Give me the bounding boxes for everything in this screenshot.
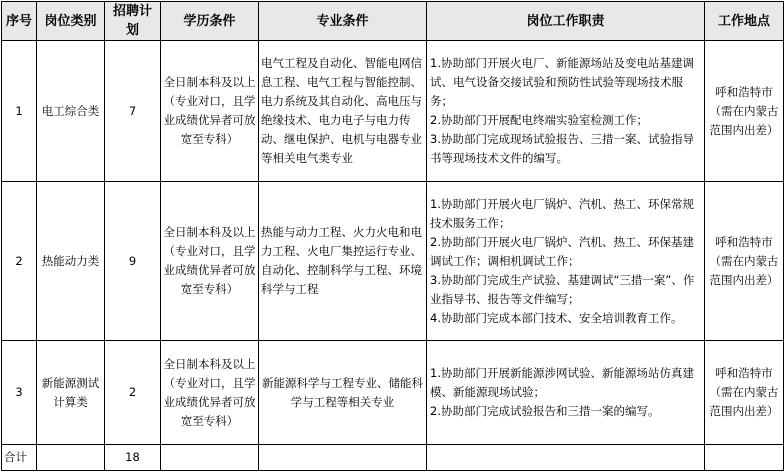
- table-row: [2, 182, 784, 341]
- duty-item: 1.协助部门开展火电厂锅炉、汽机、热工、环保常规技术服务工作；: [430, 196, 694, 230]
- header-major: 专业条件: [259, 2, 427, 41]
- total-empty: [37, 445, 105, 471]
- header-location: 工作地点: [705, 2, 784, 41]
- cell-education: 全日制本科及以上（专业对口，且学业成绩优异者可放宽至专科）: [161, 182, 259, 341]
- cell-education: 全日制本科及以上（专业对口，且学业成绩优异者可放宽至专科）: [161, 341, 259, 445]
- cell-major: 电气工程及自动化、智能电网信息工程、电气工程与智能控制、电力系统及其自动化、高电压与绝缘技术、电力电子与电力传动、继电保护、电机与电器专业等相关电气类专业: [259, 41, 427, 182]
- total-row: [2, 445, 784, 471]
- duty-item: 2.协助部门开展配电终端实验室检测工作；: [430, 113, 648, 127]
- cell-plan: 2: [105, 341, 161, 445]
- cell-plan: 9: [105, 182, 161, 341]
- recruitment-table: [1, 1, 784, 471]
- total-empty: [161, 445, 259, 471]
- cell-major: 新能源科学与工程专业、储能科学与工程等相关专业: [259, 341, 427, 445]
- header-no: 序号: [2, 2, 37, 41]
- duty-item: 3.协助部门完成现场试验报告、三措一案、试验指导书等现场技术文件的编写。: [430, 132, 694, 165]
- cell-duties: [427, 182, 705, 341]
- table-row: [2, 341, 784, 445]
- duty-item: 2.协助部门完成试验报告和三措一案的编写。: [430, 404, 660, 418]
- cell-category: 电工综合类: [37, 41, 105, 182]
- total-label: 合计: [2, 445, 37, 471]
- total-empty: [705, 445, 784, 471]
- cell-education: 全日制本科及以上（专业对口，且学业成绩优异者可放宽至专科）: [161, 41, 259, 182]
- duty-item: 1.协助部门开展新能源涉网试验、新能源场站仿真建模、新能源现场试验；: [430, 366, 694, 399]
- duty-item: 2.协助部门开展火电厂锅炉、汽机、热工、环保基建调试工作；调相机调试工作；: [430, 234, 694, 268]
- cell-duties: [427, 341, 705, 445]
- cell-location: 呼和浩特市（需在内蒙古范围内出差）: [705, 182, 784, 341]
- header-duties: 岗位工作职责: [427, 2, 705, 41]
- cell-location: 呼和浩特市（需在内蒙古范围内出差）: [705, 41, 784, 182]
- header-row: [2, 2, 784, 41]
- table-row: [2, 41, 784, 182]
- header-plan: 招聘计划: [105, 2, 161, 41]
- cell-no: 3: [2, 341, 37, 445]
- cell-category: 热能动力类: [37, 182, 105, 341]
- header-education: 学历条件: [161, 2, 259, 41]
- duty-item: 1.协助部门开展火电厂、新能源场站及变电站基建调试、电气设备交接试验和预防性试验等现场技术服务；: [430, 56, 694, 108]
- cell-major: 热能与动力工程、火力火电和电力工程、火电厂集控运行专业、自动化、控制科学与工程、环境科学与工程: [259, 182, 427, 341]
- cell-duties: [427, 41, 705, 182]
- cell-location: 呼和浩特市（需在内蒙古范围内出差）: [705, 341, 784, 445]
- cell-no: 2: [2, 182, 37, 341]
- total-plan: 18: [105, 445, 161, 471]
- total-empty: [427, 445, 705, 471]
- duty-item: 3.协助部门完成生产试验、基建调试“三措一案”、作业指导书、报告等文件编写；: [430, 272, 695, 306]
- cell-category: 新能源测试计算类: [37, 341, 105, 445]
- header-category: 岗位类别: [37, 2, 105, 41]
- cell-no: 1: [2, 41, 37, 182]
- duty-item: 4.协助部门完成本部门技术、安全培训教育工作。: [430, 310, 683, 325]
- cell-plan: 7: [105, 41, 161, 182]
- total-empty: [259, 445, 427, 471]
